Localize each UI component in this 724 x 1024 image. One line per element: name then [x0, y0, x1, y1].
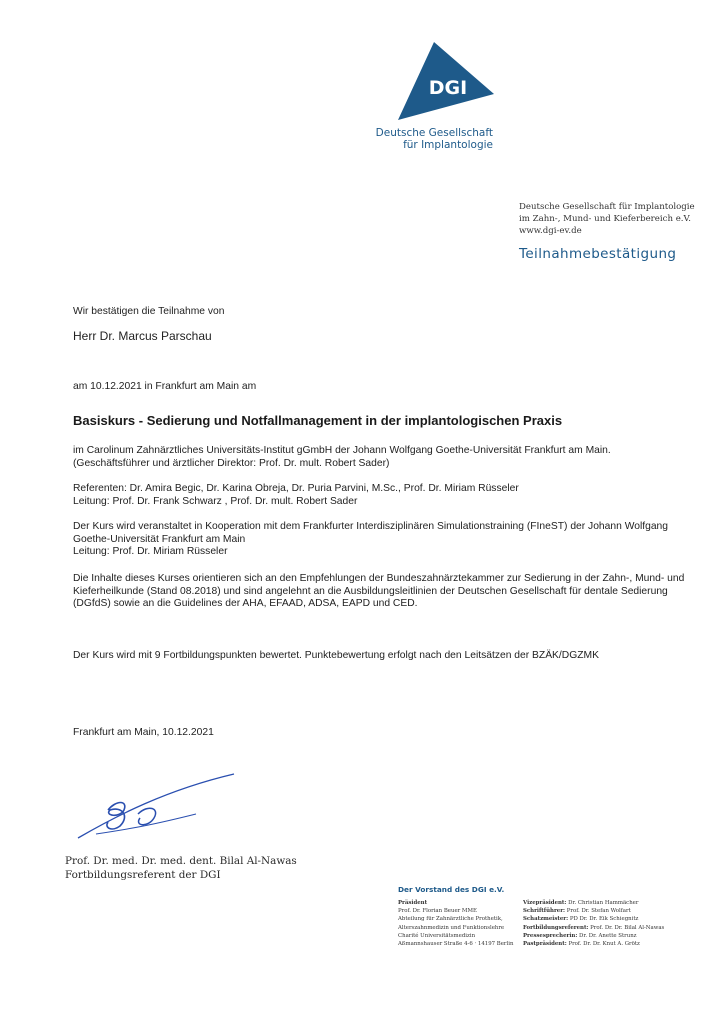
officer-name: Prof. Dr. Dr. Knut A. Grötz: [568, 941, 640, 948]
venue-line: (Geschäftsführer und ärztlicher Direktor: Prof. Dr. mult. Robert Sader): [73, 457, 390, 469]
date-place: am 10.12.2021 in Frankfurt am Main am: [73, 381, 257, 392]
officer-name: Prof. Dr. Stefan Wolfart: [566, 908, 631, 915]
board-officers-block: [523, 899, 664, 948]
officer-label: Pastpräsident:: [523, 941, 567, 948]
participant-name: Herr Dr. Marcus Parschau: [73, 329, 212, 343]
points-statement: Der Kurs wird mit 9 Fortbildungspunkten bewertet. Punktebewertung erfolgt nach den Leitsätzen der BZÄK/DGZMK: [73, 650, 599, 661]
president-line: Charité Universitätsmedizin: [398, 932, 476, 939]
officer-label: Pressesprecherin:: [523, 932, 578, 939]
officer-row: [523, 899, 664, 907]
cooperation-line: Leitung: Prof. Dr. Miriam Rüsseler: [73, 546, 228, 557]
president-line: Alterszahnmedizin und Funktionslehre: [398, 924, 505, 931]
officer-row: [523, 907, 664, 915]
cooperation-line: Der Kurs wird veranstaltet in Kooperation mit dem Frankfurter Interdisziplinären Simulationstraining (FIneST) der Johann Wolfgang: [73, 521, 669, 532]
officer-row: [523, 932, 664, 940]
president-label: Präsident: [398, 900, 428, 906]
officer-row: [523, 915, 664, 923]
cooperation-line: Goethe-Universität Frankfurt am Main: [73, 533, 246, 545]
address-line: Deutsche Gesellschaft für Implantologie: [519, 202, 695, 212]
venue-paragraph: [73, 445, 611, 470]
officer-row: [523, 940, 664, 948]
officer-label: Schriftführer:: [523, 908, 566, 915]
website-link[interactable]: www.dgi-ev.de: [519, 226, 582, 236]
venue-line: im Carolinum Zahnärztliches Universitäts-Institut gGmbH der Johann Wolfgang Goethe-Universität Frankfurt am Main.: [73, 445, 611, 456]
course-title: Basiskurs - Sedierung und Notfallmanagement in der implantologischen Praxis: [73, 413, 563, 428]
logo-text: DGI: [428, 77, 468, 99]
signer-role: Fortbildungsreferent der DGI: [65, 869, 221, 881]
document-title: Teilnahmebestätigung: [519, 246, 677, 262]
officer-row: [523, 924, 664, 932]
officer-label: Vizepräsident:: [523, 900, 567, 906]
officer-name: PD Dr. Dr. Eik Schiegnitz: [569, 916, 639, 923]
referents-paragraph: [73, 483, 519, 508]
board-president-block: [398, 899, 513, 948]
leadership-line: Leitung: Prof. Dr. Frank Schwarz , Prof. Dr. mult. Robert Sader: [73, 495, 358, 507]
contents-line: Die Inhalte dieses Kurses orientieren sich an den Empfehlungen der Bundeszahnärztekammer zur Sedierung in der Zahn-, Mund- und: [73, 573, 685, 584]
board-heading: Der Vorstand des DGI e.V.: [398, 885, 505, 894]
officer-label: Fortbildungsreferent:: [523, 924, 589, 931]
president-line: Prof. Dr. Florian Beuer MME: [398, 908, 477, 915]
officer-name: Prof. Dr. Dr. Bilal Al-Nawas: [590, 924, 665, 931]
org-name-subtitle: für Implantologie: [403, 139, 493, 151]
cooperation-paragraph: [73, 521, 668, 559]
contents-line: Kieferheilkunde (Stand 08.2018) und sind angelehnt an die Ausbildungsleitlinien der Deutschen Gesellschaft für dentale Sedierung: [73, 585, 668, 597]
org-name: Deutsche Gesellschaft: [375, 127, 493, 139]
officer-label: Schatzmeister:: [523, 916, 569, 923]
contents-line: (DGfdS) sowie an die Guidelines der AHA, EFAAD, ADSA, EAPD und CED.: [73, 598, 418, 609]
dgi-logo: [398, 42, 494, 120]
address-line: im Zahn-, Mund- und Kieferbereich e.V.: [519, 214, 691, 224]
referents-line: Referenten: Dr. Amira Begic, Dr. Karina Obreja, Dr. Puria Parvini, M.Sc., Prof. Dr. Miriam Rüsseler: [73, 483, 519, 494]
confirmation-intro: Wir bestätigen die Teilnahme von: [73, 306, 225, 317]
president-line: Abteilung für Zahnärztliche Prothetik,: [398, 916, 503, 923]
officer-name: Dr. Dr. Anette Strunz: [579, 932, 637, 939]
signing-place-date: Frankfurt am Main, 10.12.2021: [73, 727, 214, 738]
contents-paragraph: [73, 573, 684, 611]
signer-name: Prof. Dr. med. Dr. med. dent. Bilal Al-Nawas: [65, 855, 297, 867]
officer-name: Dr. Christian Hammächer: [568, 900, 639, 906]
handwritten-signature: [76, 770, 236, 850]
president-line: Aßmannshauser Straße 4-6 · 14197 Berlin: [398, 941, 514, 948]
